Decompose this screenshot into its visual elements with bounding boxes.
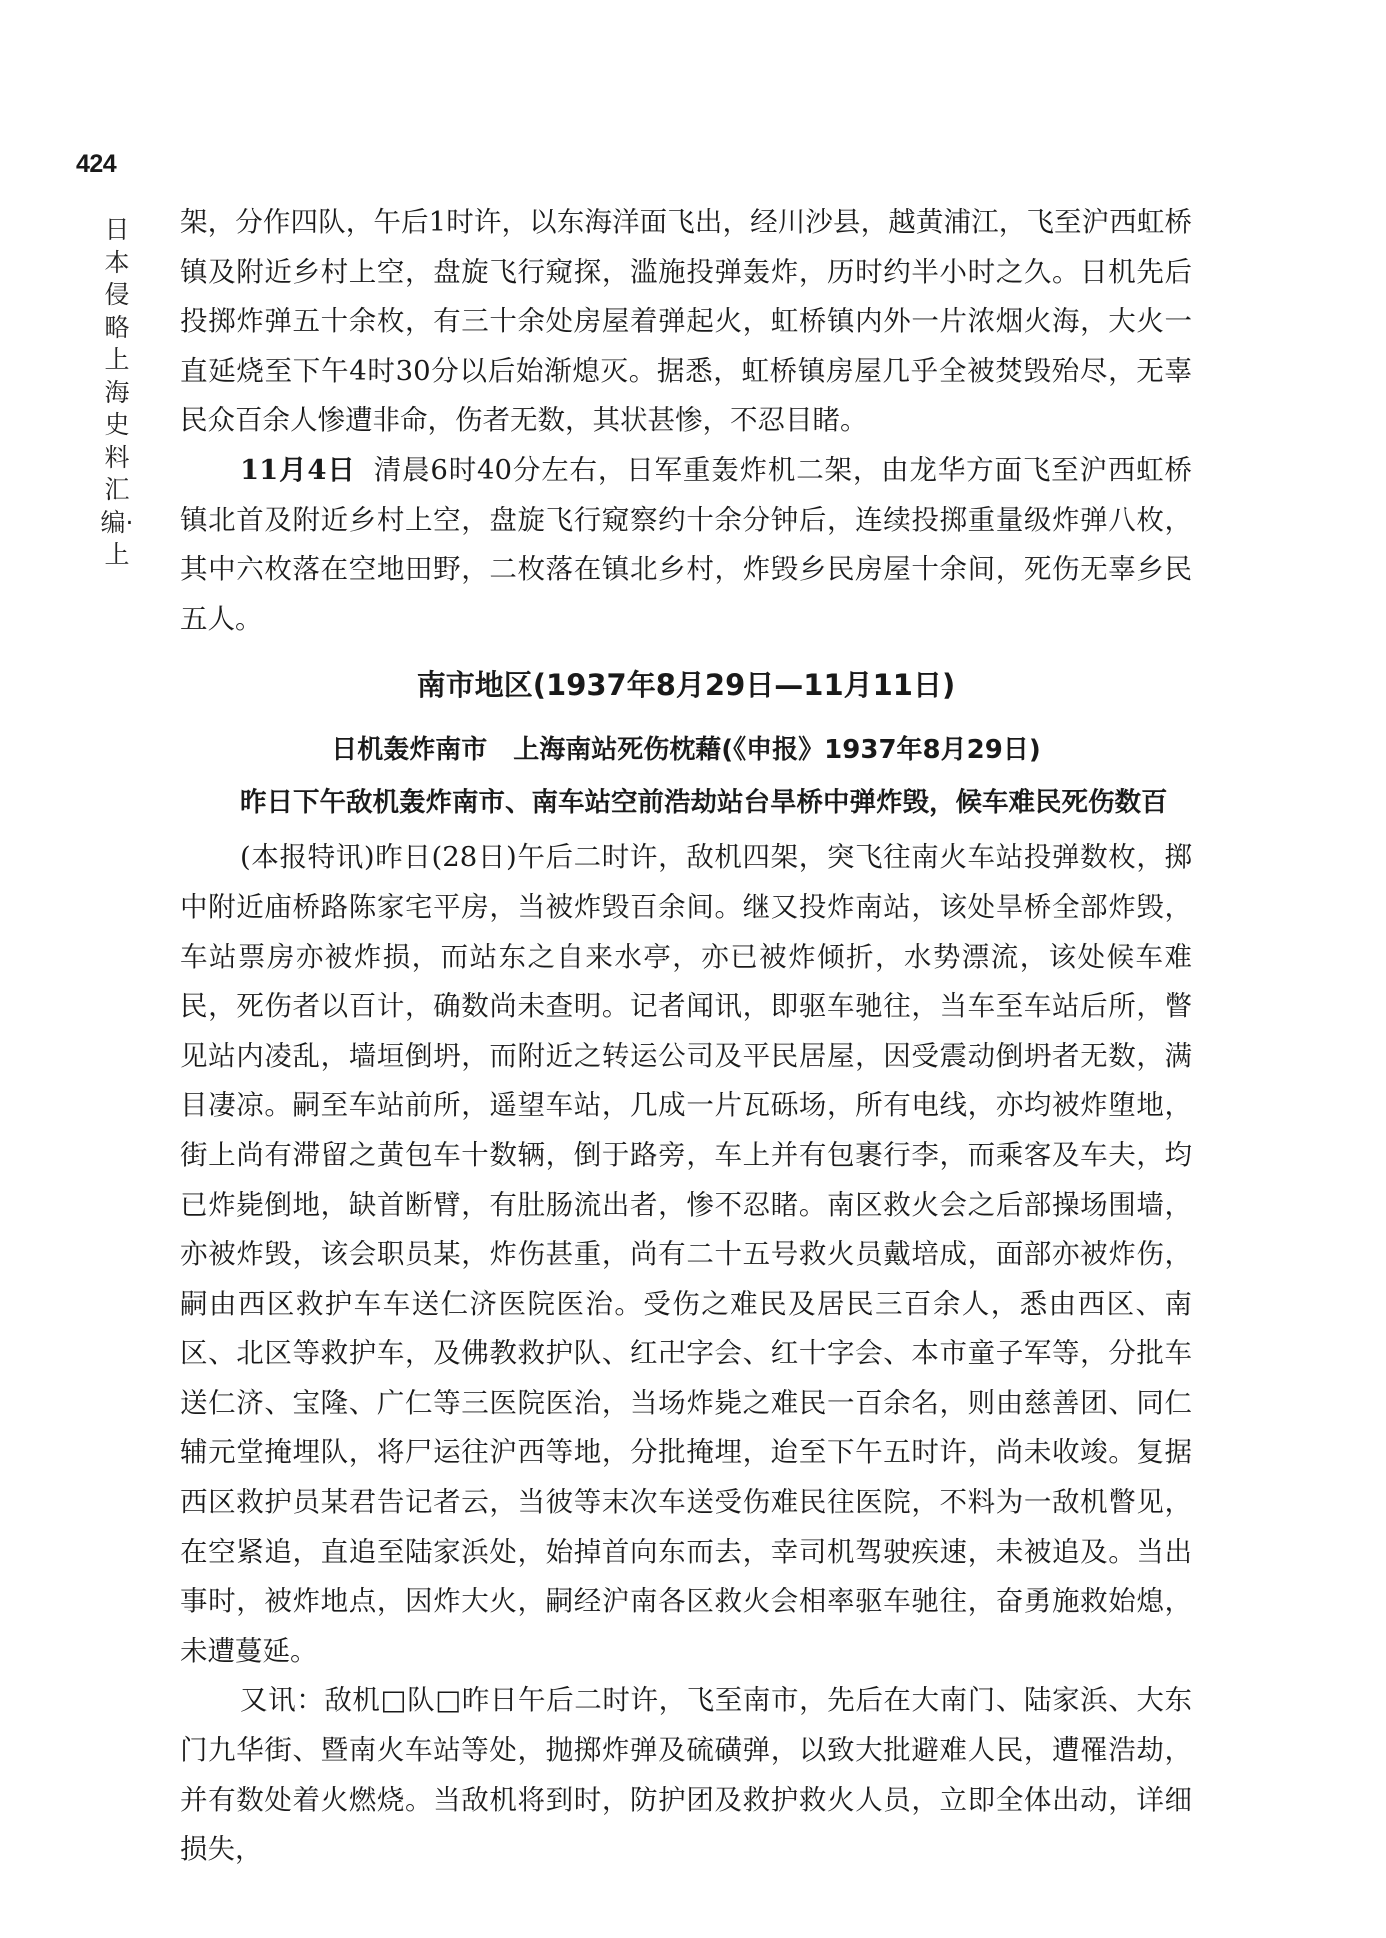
- page-number: 424: [76, 150, 117, 178]
- paragraph-nov-4: [180, 446, 1192, 644]
- entry-date: 11月4日: [240, 453, 356, 486]
- section-heading: 南市地区(1937年8月29日—11月11日): [416, 668, 956, 703]
- main-text: [180, 198, 1192, 1875]
- article-paragraph-followup: 又讯：敌机□队□昨日午后二时许，飞至南市，先后在大南门、陆家浜、大东门九华街、暨南火车站等处，抛掷炸弹及硫磺弹，以致大批避难人民，遭罹浩劫，并有数处着火燃烧。当敌机将到时，防护团及救护救火人员，立即全体出动，详细损失，: [180, 1684, 1192, 1866]
- article-headline: 昨日下午敌机轰炸南市、南车站空前浩劫站台旱桥中弹炸毁，候车难民死伤数百: [240, 787, 1168, 819]
- entry-text: 清晨6时40分左右，日军重轰炸机二架，由龙华方面飞至沪西虹桥镇北首及附近乡村上空，盘旋飞行窥察约十余分钟后，连续投掷重量级炸弹八枚，其中六枚落在空地田野，二枚落在镇北乡村，炸毁乡民房屋十余间，死伤无辜乡民五人。: [180, 453, 1192, 635]
- article-title: 日机轰炸南市 上海南站死伤枕藉(《申报》1937年8月29日): [331, 735, 1041, 766]
- article-paragraph: (本报特讯)昨日(28日)午后二时许，敌机四架，突飞往南火车站投弹数枚，掷中附近庙桥路陈家宅平房，当被炸毁百余间。继又投炸南站，该处旱桥全部炸毁，车站票房亦被炸损，而站东之自来水亭，亦已被炸倾折，水势漂流，该处候车难民，死伤者以百计，确数尚未查明。记者闻讯，即驱车驰往，当车至车站后所，瞥见站内凌乱，墙垣倒坍，而附近之转运公司及平民居屋，因受震动倒坍者无数，满目凄凉。嗣至车站前所，遥望车站，几成一片瓦砾场，所有电线，亦均被炸堕地，街上尚有滞留之黄包车十数辆，倒于路旁，车上并有包裹行李，而乘客及车夫，均已炸毙倒地，缺首断臂，有肚肠流出者，惨不忍睹。南区救火会之后部操场围墙，亦被炸毁，该会职员某，炸伤甚重，尚有二十五号救火员戴培成，面部亦被炸伤，嗣由西区救护车车送仁济医院医治。受伤之难民及居民三百余人，悉由西区、南区、北区等救护车，及佛教救护队、红卍字会、红十字会、本市童子军等，分批车送仁济、宝隆、广仁等三医院医治，当场炸毙之难民一百余名，则由慈善团、同仁辅元堂掩埋队，将尸运往沪西等地，分批掩埋，迨至下午五时许，尚未收竣。复据西区救护员某君告记者云，当彼等末次车送受伤难民往医院，不料为一敌机瞥见，在空紧追，直追至陆家浜处，始掉首向东而去，幸司机驾驶疾速，未被追及。当出事时，被炸地点，因炸大火，嗣经沪南各区救火会相率驱车驰往，奋勇施救始熄，未遭蔓延。: [180, 841, 1192, 1667]
- paragraph-continuation: 架，分作四队，午后1时许，以东海洋面飞出，经川沙县，越黄浦江，飞至沪西虹桥镇及附近乡村上空，盘旋飞行窥探，滥施投弹轰炸，历时约半小时之久。日机先后投掷炸弹五十余枚，有三十余处房屋着弹起火，虹桥镇内外一片浓烟火海，大火一直延烧至下午4时30分以后始渐熄灭。据悉，虹桥镇房屋几乎全被焚毁殆尽，无辜民众百余人惨遭非命，伤者无数，其状甚惨，不忍目睹。: [180, 206, 1192, 437]
- running-title: 日本侵略上海史料汇编·上: [100, 215, 134, 569]
